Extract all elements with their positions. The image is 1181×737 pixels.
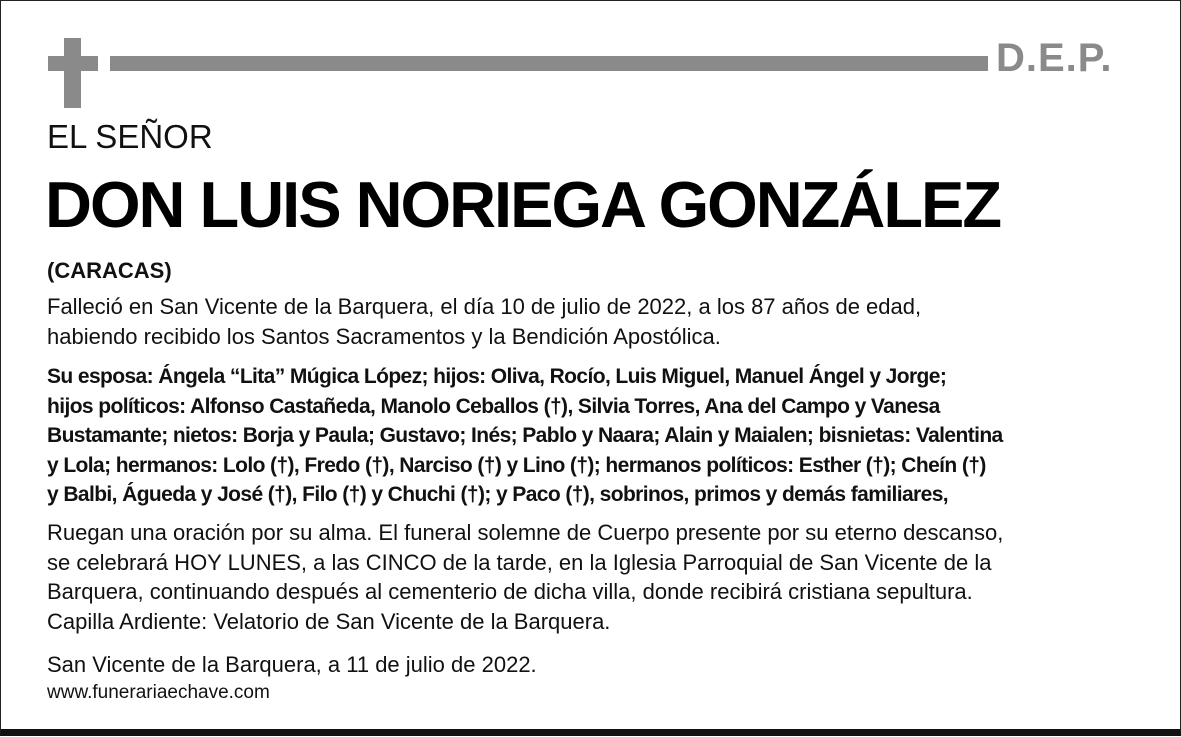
family-line: Su esposa: Ángela “Lita” Múgica López; hijos: Oliva, Rocío, Luis Miguel, Manuel Ángel y Jorge; xyxy=(47,365,947,388)
notice-title: EL SEÑOR xyxy=(47,118,213,155)
deceased-name: DON LUIS NORIEGA GONZÁLEZ xyxy=(45,168,1001,241)
dep-label: D.E.P. xyxy=(996,36,1113,80)
origin: (CARACAS) xyxy=(47,258,172,283)
death-line: Falleció en San Vicente de la Barquera, el día 10 de julio de 2022, a los 87 años de edad, xyxy=(47,294,922,319)
website-link[interactable]: www.funerariaechave.com xyxy=(47,682,270,703)
family-line: y Balbi, Águeda y José (†), Filo (†) y Chuchi (†); y Paco (†), sobrinos, primos y demás familiares, xyxy=(47,483,949,507)
family-line: y Lola; hermanos: Lolo (†), Fredo (†), Narciso (†) y Lino (†); hermanos políticos: Esther (†); Cheín (†) xyxy=(47,453,986,477)
death-line: habiendo recibido los Santos Sacramentos y la Bendición Apostólica. xyxy=(47,323,721,349)
funeral-line: se celebrará HOY LUNES, a las CINCO de la tarde, en la Iglesia Parroquial de San Vicente de la xyxy=(47,549,992,575)
family-paragraph xyxy=(47,362,1157,510)
funeral-line: Barquera, continuando después al cementerio de dicha villa, donde recibirá cristiana sepultura. xyxy=(47,579,973,604)
cross-icon-arm xyxy=(48,56,98,71)
family-line: hijos políticos: Alfonso Castañeda, Manolo Ceballos (†), Silvia Torres, Ana del Campo y Vanesa xyxy=(47,394,940,418)
place-date: San Vicente de la Barquera, a 11 de julio de 2022. xyxy=(47,652,537,677)
funeral-paragraph xyxy=(47,518,1147,636)
funeral-line: Ruegan una oración por su alma. El funeral solemne de Cuerpo presente por su eterno descanso, xyxy=(47,520,1004,545)
death-paragraph xyxy=(47,292,1147,351)
header-rule xyxy=(110,56,988,71)
family-line: Bustamante; nietos: Borja y Paula; Gustavo; Inés; Pablo y Naara; Alain y Maialen; bisnietas: Valentina xyxy=(47,424,1003,448)
cross-icon xyxy=(64,38,81,108)
funeral-line: Capilla Ardiente: Velatorio de San Vicente de la Barquera. xyxy=(47,608,611,634)
